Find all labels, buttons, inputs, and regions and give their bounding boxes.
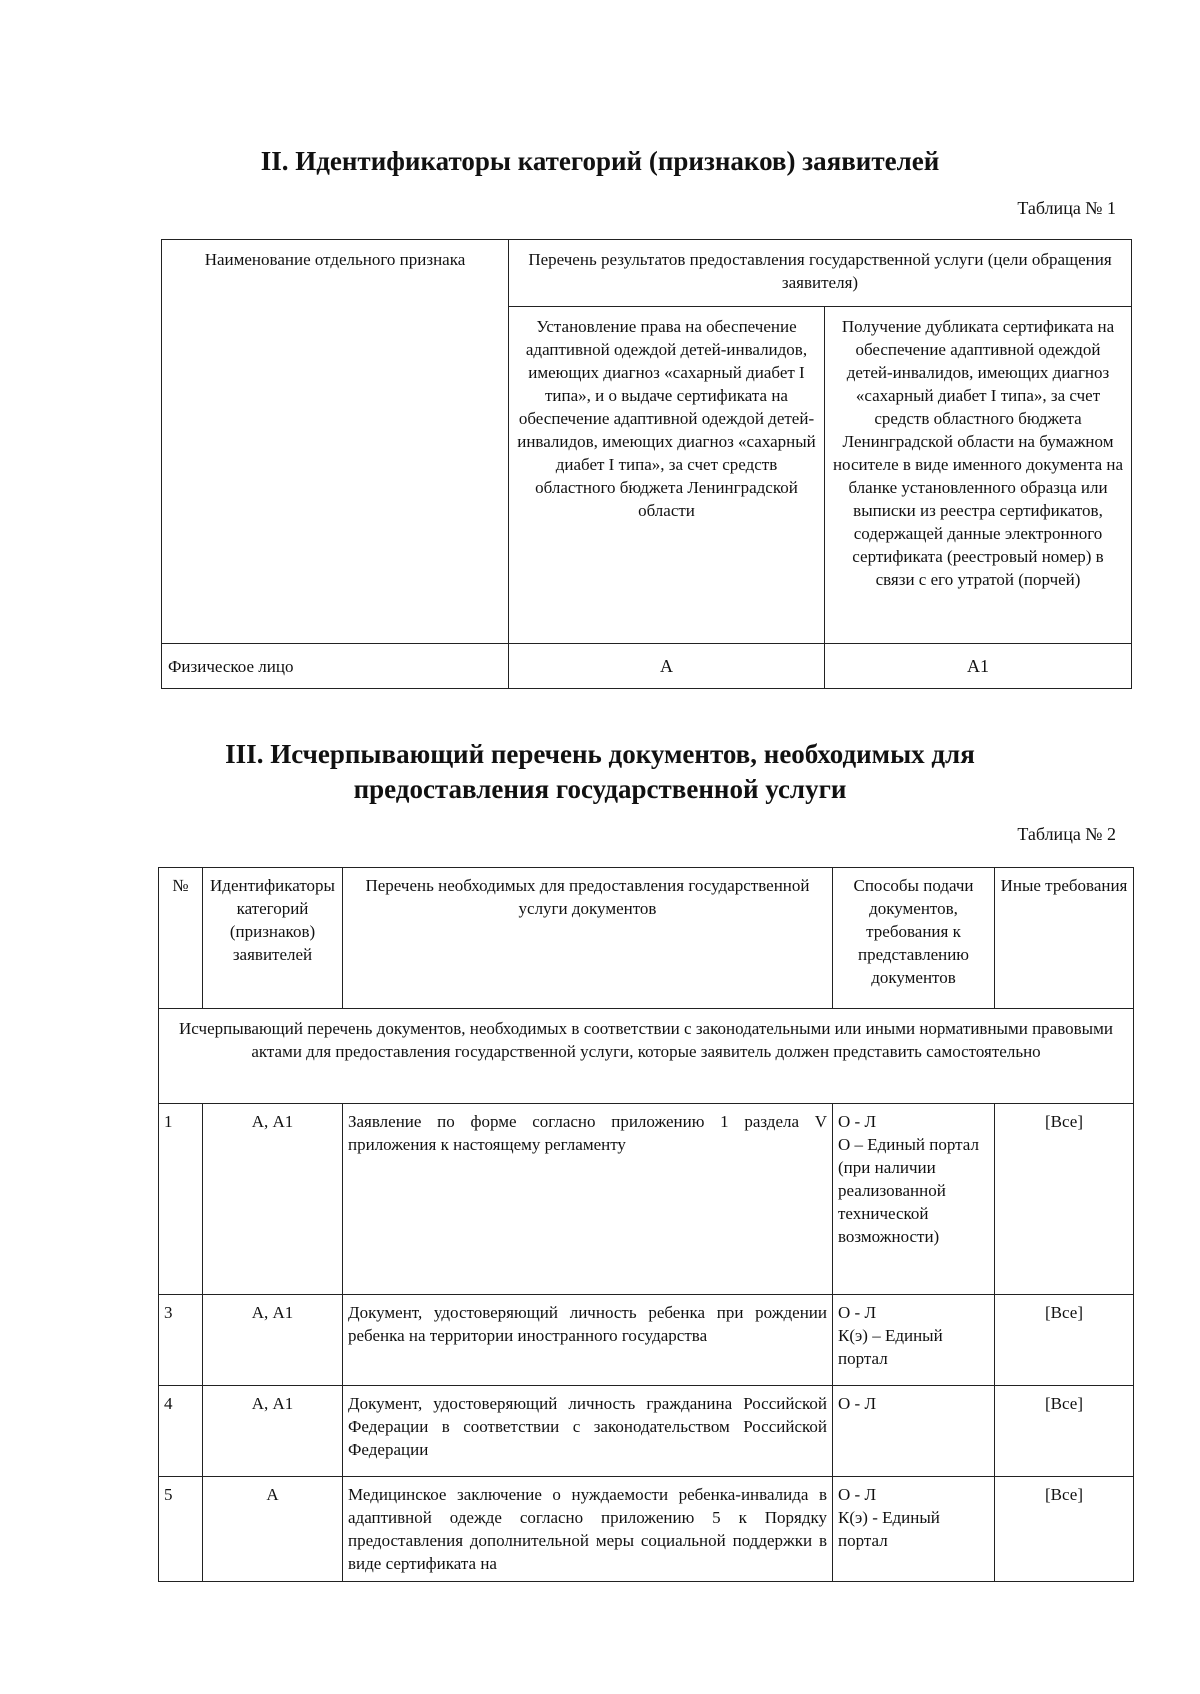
row-other: [Все] xyxy=(995,1104,1134,1295)
documents-band-caption: Исчерпывающий перечень документов, необходимых в соответствии с законодательными или иными нормативными правовыми актами для предоставления государственной услуги, которые заявитель должен представить самостоятельно xyxy=(159,1009,1134,1104)
row-ids: А, А1 xyxy=(203,1386,343,1477)
table-row xyxy=(159,1477,1134,1582)
row-individual-a1: А1 xyxy=(825,644,1132,689)
table-row xyxy=(159,1386,1134,1477)
row-num: 3 xyxy=(159,1295,203,1386)
row-other: [Все] xyxy=(995,1386,1134,1477)
row-methods xyxy=(833,1104,995,1295)
row-method-1: О - Л xyxy=(838,1303,876,1322)
row-doc: Заявление по форме согласно приложению 1 раздела V приложения к настоящему регламенту xyxy=(343,1104,833,1295)
row-method-1: О - Л xyxy=(838,1485,876,1504)
row-individual-a: А xyxy=(509,644,825,689)
result-a-description: Установление права на обеспечение адаптивной одеждой детей-инвалидов, имеющих диагноз «сахарный диабет I типа», и о выдаче сертификата на обеспечение адаптивной одеждой детей-инвалидов, имеющих диагноз «сахарный диабет I типа», за счет средств областного бюджета Ленинградской области xyxy=(509,307,825,644)
header-ids: Идентификаторы категорий (признаков) заявителей xyxy=(203,868,343,1009)
row-num: 4 xyxy=(159,1386,203,1477)
section-3-title-line-1: III. Исчерпывающий перечень документов, необходимых для xyxy=(225,739,975,769)
row-num: 1 xyxy=(159,1104,203,1295)
row-other: [Все] xyxy=(995,1477,1134,1582)
row-other: [Все] xyxy=(995,1295,1134,1386)
row-method-2: К(э) – Единый портал xyxy=(838,1326,943,1368)
header-other: Иные требования xyxy=(995,868,1134,1009)
table-row xyxy=(159,1104,1134,1295)
header-docs: Перечень необходимых для предоставления государственной услуги документов xyxy=(343,868,833,1009)
table-1-label: Таблица № 1 xyxy=(1017,198,1116,218)
row-ids: А, А1 xyxy=(203,1295,343,1386)
header-methods: Способы подачи документов, требования к представлению документов xyxy=(833,868,995,1009)
row-doc: Документ, удостоверяющий личность ребенка при рождении ребенка на территории иностранного государства xyxy=(343,1295,833,1386)
section-2-title: II. Идентификаторы категорий (признаков) заявителей xyxy=(260,146,940,176)
row-methods xyxy=(833,1386,995,1477)
section-3-title-line-2: предоставления государственной услуги xyxy=(353,774,847,804)
result-a1-description: Получение дубликата сертификата на обеспечение адаптивной одеждой детей-инвалидов, имеющих диагноз «сахарный диабет I типа», за счет средств областного бюджета Ленинградской области на бумажном носителе в виде именного документа на бланке установленного образца или выписки из реестра сертификатов, содержащей данные электронного сертификата (реестровый номер) в связи с его утратой (порчей) xyxy=(825,307,1132,644)
row-methods xyxy=(833,1295,995,1386)
header-results-group: Перечень результатов предоставления государственной услуги (цели обращения заявителя) xyxy=(509,240,1132,307)
row-num: 5 xyxy=(159,1477,203,1582)
documents-table xyxy=(158,867,1134,1582)
row-method-1: О - Л xyxy=(838,1112,876,1131)
row-method-2: К(э) - Единый портал xyxy=(838,1508,940,1550)
row-methods xyxy=(833,1477,995,1582)
header-feature-name: Наименование отдельного признака xyxy=(162,240,509,644)
header-num: № xyxy=(159,868,203,1009)
row-method-2: О – Единый портал (при наличии реализованной технической возможности) xyxy=(838,1135,979,1246)
table-2-label: Таблица № 2 xyxy=(1017,824,1116,844)
row-ids: А, А1 xyxy=(203,1104,343,1295)
row-ids: А xyxy=(203,1477,343,1582)
row-doc: Медицинское заключение о нуждаемости ребенка-инвалида в адаптивной одежде согласно приложению 5 к Порядку предоставления дополнительной меры социальной поддержки в виде сертификата на xyxy=(343,1477,833,1582)
row-method-1: О - Л xyxy=(838,1394,876,1413)
row-individual-label: Физическое лицо xyxy=(162,644,509,689)
row-doc: Документ, удостоверяющий личность гражданина Российской Федерации в соответствии с законодательством Российской Федерации xyxy=(343,1386,833,1477)
section-3-title xyxy=(0,737,1200,807)
table-row xyxy=(159,1295,1134,1386)
applicant-categories-table xyxy=(161,239,1132,689)
